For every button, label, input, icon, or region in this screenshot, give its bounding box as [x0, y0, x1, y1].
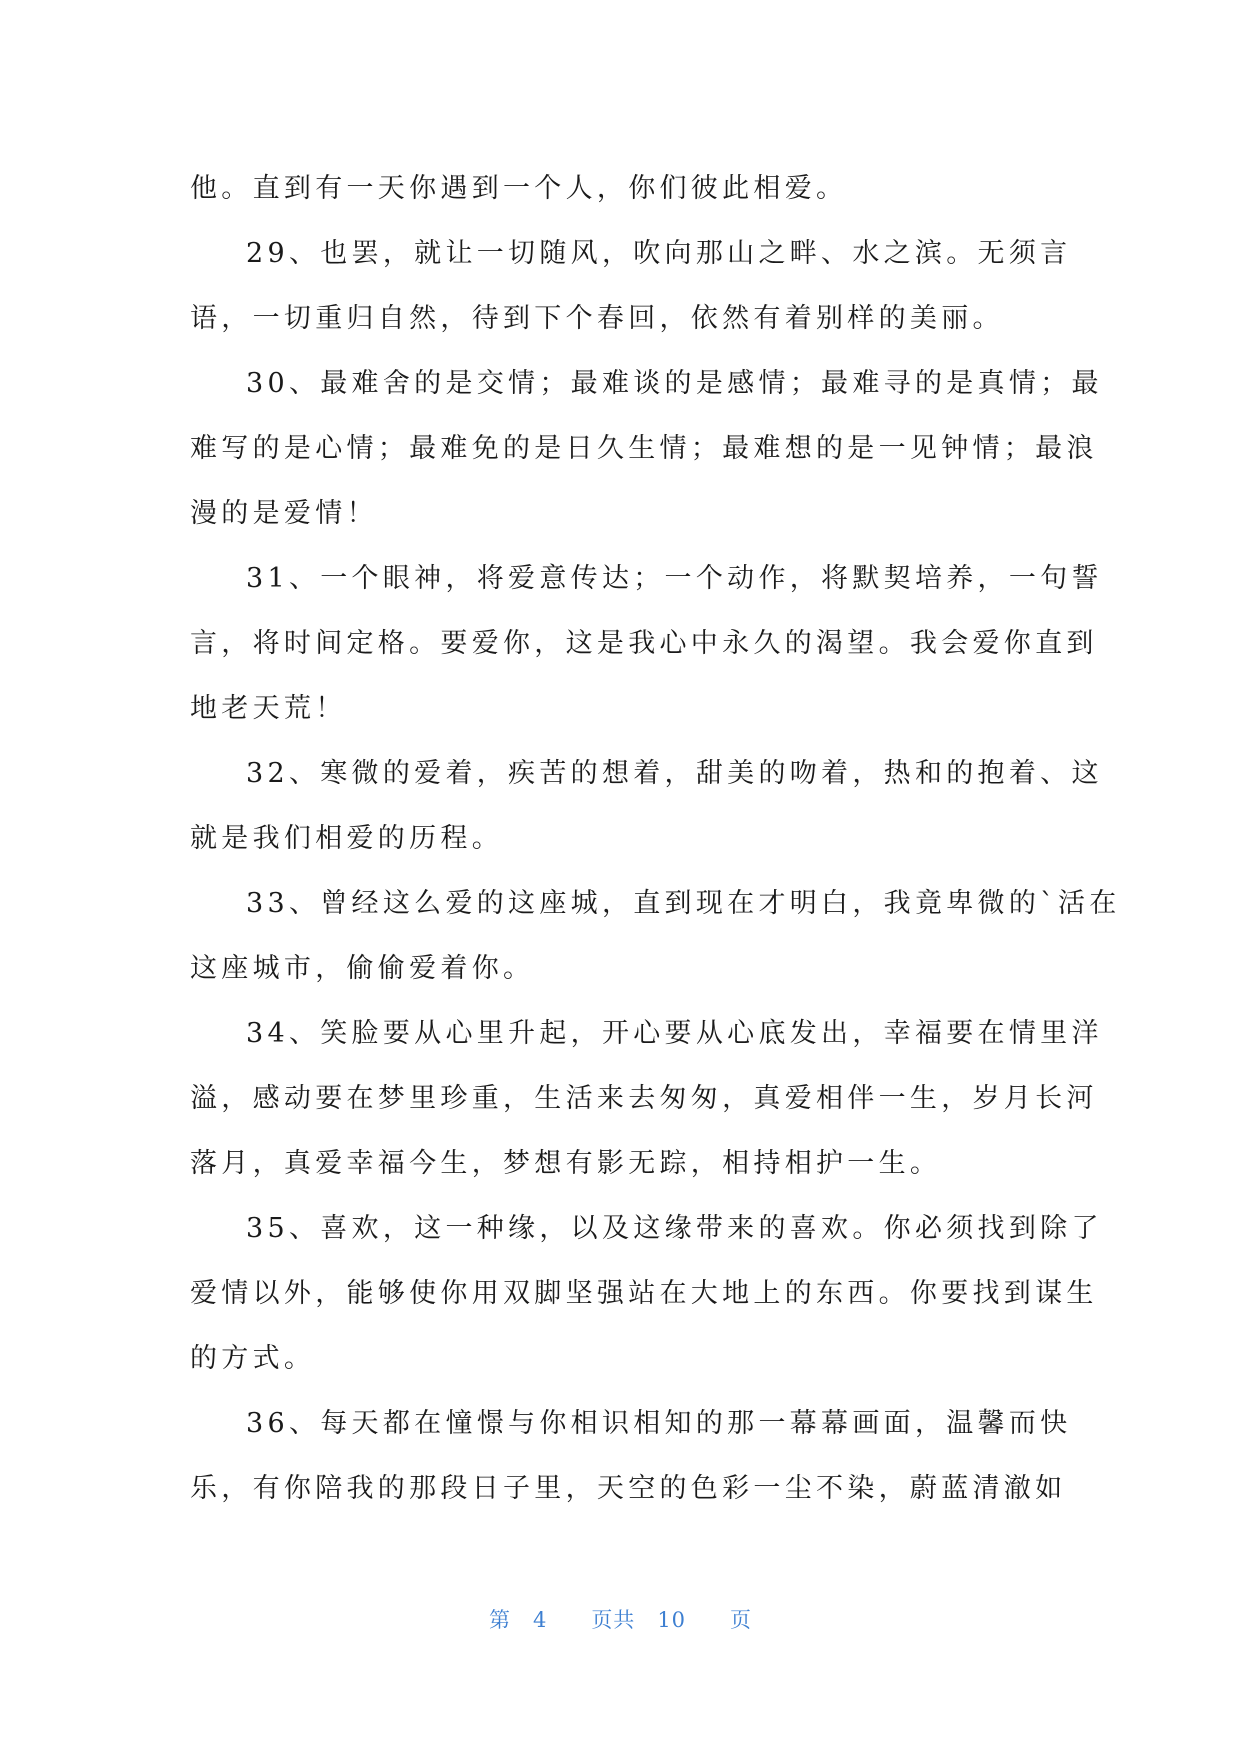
text-line: 33、曾经这么爱的这座城，直到现在才明白，我竟卑微的`活在	[246, 888, 1121, 919]
text-line: 就是我们相爱的历程。	[190, 823, 503, 854]
text-line: 30、最难舍的是交情；最难谈的是感情；最难寻的是真情；最	[246, 368, 1103, 399]
text-line: 他。直到有一天你遇到一个人，你们彼此相爱。	[190, 173, 848, 204]
text-line: 乐，有你陪我的那段日子里，天空的色彩一尘不染，蔚蓝清澈如	[190, 1473, 1067, 1504]
text-line: 的方式。	[190, 1343, 316, 1374]
text-line: 36、每天都在憧憬与你相识相知的那一幕幕画面，温馨而快	[246, 1408, 1072, 1439]
footer-suffix: 页	[730, 1608, 753, 1632]
document-body	[190, 156, 1121, 1521]
text-line: 爱情以外，能够使你用双脚坚强站在大地上的东西。你要找到谋生	[190, 1278, 1098, 1309]
footer-current-page: 4	[532, 1608, 548, 1632]
text-line: 32、寒微的爱着，疾苦的想着，甜美的吻着，热和的抱着、这	[246, 758, 1103, 789]
text-line: 落月，真爱幸福今生，梦想有影无踪，相持相护一生。	[190, 1148, 942, 1179]
footer-prefix: 第	[488, 1608, 511, 1632]
footer-middle: 页共	[591, 1608, 636, 1632]
text-line: 言，将时间定格。要爱你，这是我心中永久的渴望。我会爱你直到	[190, 628, 1098, 659]
text-line: 29、也罢，就让一切随风，吹向那山之畔、水之滨。无须言	[246, 238, 1072, 269]
text-line: 漫的是爱情！	[190, 498, 378, 529]
text-line: 35、喜欢，这一种缘，以及这缘带来的喜欢。你必须找到除了	[246, 1213, 1103, 1244]
footer-total-pages: 10	[657, 1608, 687, 1632]
text-line: 难写的是心情；最难免的是日久生情；最难想的是一见钟情；最浪	[190, 433, 1098, 464]
text-line: 语，一切重归自然，待到下个春回，依然有着别样的美丽。	[190, 303, 1004, 334]
text-line: 地老天荒！	[190, 693, 347, 724]
text-line: 溢，感动要在梦里珍重，生活来去匆匆，真爱相伴一生，岁月长河	[190, 1083, 1098, 1114]
text-line: 这座城市，偷偷爱着你。	[190, 953, 535, 984]
text-line: 31、一个眼神，将爱意传达；一个动作，将默契培养，一句誓	[246, 563, 1103, 594]
page-footer	[0, 1604, 1241, 1634]
text-line: 34、笑脸要从心里升起，开心要从心底发出，幸福要在情里洋	[246, 1018, 1103, 1049]
